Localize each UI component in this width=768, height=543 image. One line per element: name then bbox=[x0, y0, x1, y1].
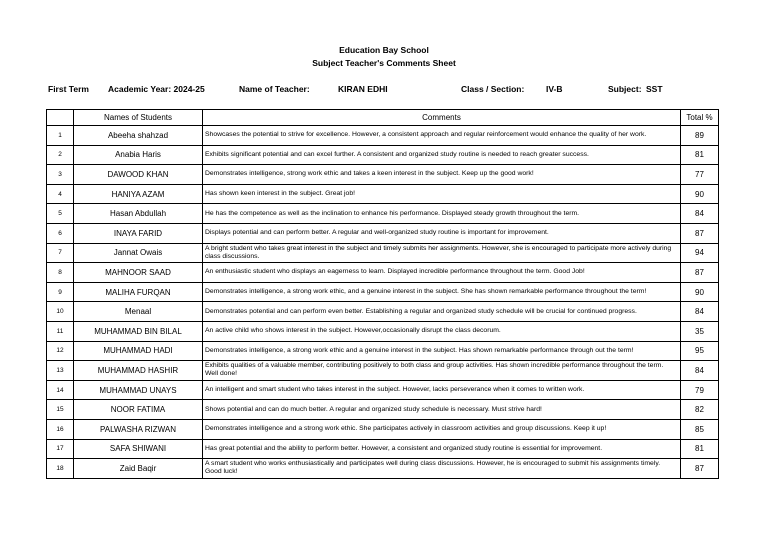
table-row bbox=[47, 341, 719, 361]
table-row bbox=[47, 400, 719, 420]
column-header-number bbox=[47, 110, 74, 126]
row-number: 12 bbox=[47, 341, 74, 361]
row-number: 5 bbox=[47, 204, 74, 224]
table-row bbox=[47, 361, 719, 381]
comment-text: An intelligent and smart student who takes interest in the subject. However, lacks perseverance when it comes to written work. bbox=[203, 380, 681, 400]
student-name: MALIHA FURQAN bbox=[74, 282, 203, 302]
total-percent: 89 bbox=[681, 126, 719, 146]
student-name: HANIYA AZAM bbox=[74, 184, 203, 204]
student-name: MUHAMMAD BIN BILAL bbox=[74, 321, 203, 341]
total-percent: 84 bbox=[681, 361, 719, 381]
table-row bbox=[47, 380, 719, 400]
comment-text: Displays potential and can perform better. A regular and well-organized study routine is important for improvement. bbox=[203, 223, 681, 243]
total-percent: 87 bbox=[681, 263, 719, 283]
row-number: 11 bbox=[47, 321, 74, 341]
total-percent: 90 bbox=[681, 282, 719, 302]
student-name: NOOR FATIMA bbox=[74, 400, 203, 420]
table-row bbox=[47, 145, 719, 165]
comment-text: An active child who shows interest in the subject. However,occasionally disrupt the class decorum. bbox=[203, 321, 681, 341]
student-name: MUHAMMAD UNAYS bbox=[74, 380, 203, 400]
table-row bbox=[47, 263, 719, 283]
row-number: 8 bbox=[47, 263, 74, 283]
total-percent: 81 bbox=[681, 439, 719, 459]
class-value: IV-B bbox=[546, 84, 563, 94]
table-row bbox=[47, 223, 719, 243]
total-percent: 95 bbox=[681, 341, 719, 361]
student-name: Anabia Haris bbox=[74, 145, 203, 165]
row-number: 2 bbox=[47, 145, 74, 165]
table-row bbox=[47, 459, 719, 479]
comment-text: Shows potential and can do much better. A regular and organized study schedule is necessary. Must strive hard! bbox=[203, 400, 681, 420]
academic-year: Academic Year: 2024-25 bbox=[108, 84, 205, 94]
row-number: 4 bbox=[47, 184, 74, 204]
table-header-row bbox=[47, 110, 719, 126]
comment-text: Demonstrates intelligence and a strong work ethic. She participates actively in classroom activities and group discussions. Keep it up! bbox=[203, 419, 681, 439]
table-row bbox=[47, 243, 719, 263]
sheet-title: Subject Teacher's Comments Sheet bbox=[312, 58, 456, 68]
comment-text: An enthusiastic student who displays an eagerness to learn. Displayed incredible performance throughout the term. Good Job! bbox=[203, 263, 681, 283]
total-percent: 84 bbox=[681, 302, 719, 322]
total-percent: 87 bbox=[681, 459, 719, 479]
row-number: 10 bbox=[47, 302, 74, 322]
student-name: Menaal bbox=[74, 302, 203, 322]
comment-text: A smart student who works enthusiastically and participates well during class discussions. However, he is encouraged to submit his assignments timely. Good luck! bbox=[203, 459, 681, 479]
total-percent: 90 bbox=[681, 184, 719, 204]
row-number: 6 bbox=[47, 223, 74, 243]
subject-value: SST bbox=[646, 84, 663, 94]
table-row bbox=[47, 419, 719, 439]
teacher-label: Name of Teacher: bbox=[239, 84, 310, 94]
table-row bbox=[47, 165, 719, 185]
comment-text: Exhibits qualities of a valuable member, contributing positively to both class and group activities. Has shown incredible performance throughout the term. Well done! bbox=[203, 361, 681, 381]
student-name: MAHNOOR SAAD bbox=[74, 263, 203, 283]
comments-table bbox=[46, 109, 719, 479]
student-name: DAWOOD KHAN bbox=[74, 165, 203, 185]
table-row bbox=[47, 321, 719, 341]
comment-text: Demonstrates potential and can perform even better. Establishing a regular and organized study schedule will be crucial for continued progress. bbox=[203, 302, 681, 322]
comment-text: Has shown keen interest in the subject. Great job! bbox=[203, 184, 681, 204]
class-label: Class / Section: bbox=[461, 84, 525, 94]
term-label: First Term bbox=[48, 84, 89, 94]
comment-text: Demonstrates intelligence, a strong work ethic, and a genuine interest in the subject. She has shown remarkable performance throughout the term! bbox=[203, 282, 681, 302]
student-name: Abeeha shahzad bbox=[74, 126, 203, 146]
column-header-names: Names of Students bbox=[74, 110, 203, 126]
total-percent: 87 bbox=[681, 223, 719, 243]
student-name: SAFA SHIWANI bbox=[74, 439, 203, 459]
comment-text: A bright student who takes great interest in the subject and timely submits her assignments. However, she is encouraged to participate more actively during class discussions. bbox=[203, 243, 681, 263]
row-number: 13 bbox=[47, 361, 74, 381]
total-percent: 79 bbox=[681, 380, 719, 400]
row-number: 3 bbox=[47, 165, 74, 185]
subject-label: Subject: bbox=[608, 84, 642, 94]
table-row bbox=[47, 439, 719, 459]
school-name: Education Bay School bbox=[339, 45, 429, 55]
comment-text: Showcases the potential to strive for excellence. However, a consistent approach and regular reinforcement would enhance the quality of her work. bbox=[203, 126, 681, 146]
student-name: MUHAMMAD HASHIR bbox=[74, 361, 203, 381]
comment-text: Exhibits significant potential and can excel further. A consistent and organized study routine is needed to reach greater success. bbox=[203, 145, 681, 165]
column-header-total: Total % bbox=[681, 110, 719, 126]
table-row bbox=[47, 302, 719, 322]
row-number: 17 bbox=[47, 439, 74, 459]
total-percent: 35 bbox=[681, 321, 719, 341]
total-percent: 85 bbox=[681, 419, 719, 439]
student-name: INAYA FARID bbox=[74, 223, 203, 243]
comment-text: He has the competence as well as the inclination to enhance his performance. Displayed steady growth throughout the term. bbox=[203, 204, 681, 224]
student-name: Zaid Baqir bbox=[74, 459, 203, 479]
total-percent: 81 bbox=[681, 145, 719, 165]
student-name: Jannat Owais bbox=[74, 243, 203, 263]
total-percent: 82 bbox=[681, 400, 719, 420]
teacher-name: KIRAN EDHI bbox=[338, 84, 388, 94]
table-row bbox=[47, 204, 719, 224]
comment-text: Demonstrates intelligence, a strong work ethic and a genuine interest in the subject. Has shown remarkable performance through out the term! bbox=[203, 341, 681, 361]
total-percent: 77 bbox=[681, 165, 719, 185]
row-number: 16 bbox=[47, 419, 74, 439]
row-number: 1 bbox=[47, 126, 74, 146]
row-number: 9 bbox=[47, 282, 74, 302]
row-number: 7 bbox=[47, 243, 74, 263]
table-row bbox=[47, 282, 719, 302]
total-percent: 84 bbox=[681, 204, 719, 224]
table-row bbox=[47, 126, 719, 146]
column-header-comments: Comments bbox=[203, 110, 681, 126]
total-percent: 94 bbox=[681, 243, 719, 263]
comment-text: Demonstrates intelligence, strong work ethic and takes a keen interest in the subject. Keep up the good work! bbox=[203, 165, 681, 185]
row-number: 14 bbox=[47, 380, 74, 400]
row-number: 15 bbox=[47, 400, 74, 420]
row-number: 18 bbox=[47, 459, 74, 479]
student-name: PALWASHA RIZWAN bbox=[74, 419, 203, 439]
comment-text: Has great potential and the ability to perform better. However, a consistent and organized study routine is essential for improvement. bbox=[203, 439, 681, 459]
student-name: MUHAMMAD HADI bbox=[74, 341, 203, 361]
student-name: Hasan Abdullah bbox=[74, 204, 203, 224]
table-row bbox=[47, 184, 719, 204]
